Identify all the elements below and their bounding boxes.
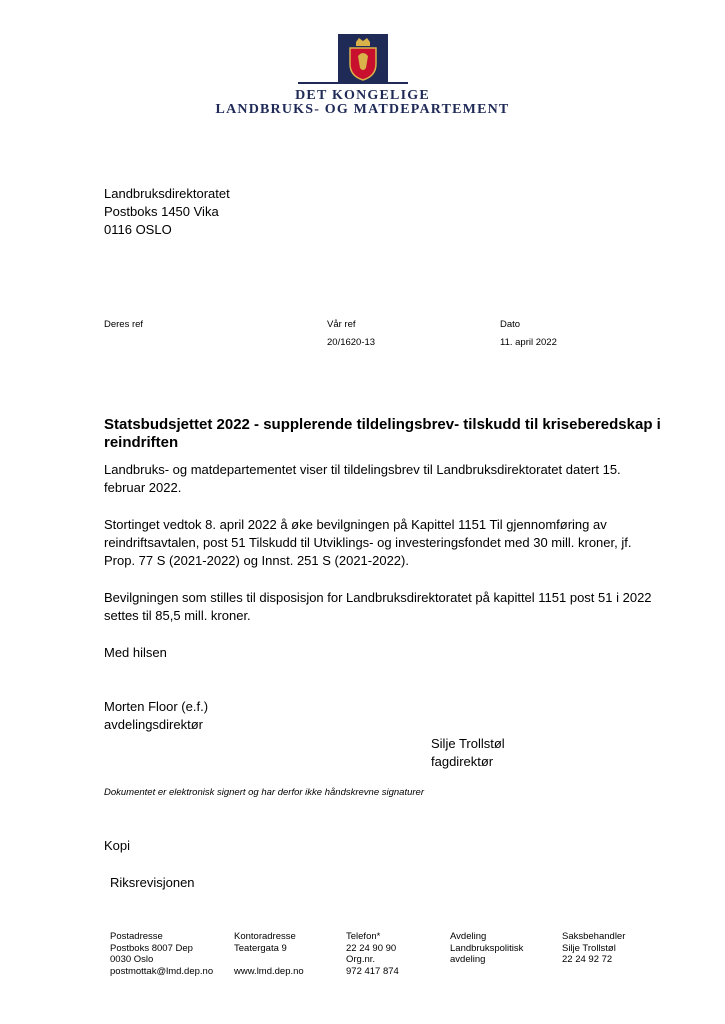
greeting: Med hilsen <box>104 645 167 660</box>
footer-postal-city: 0030 Oslo <box>110 954 154 965</box>
footer-orgnr-label: Org.nr. <box>346 954 376 965</box>
footer-department-line1: Landbrukspolitisk <box>450 942 524 954</box>
org-name-line1: DET KONGELIGE <box>295 88 430 103</box>
signer2-title: fagdirektør <box>431 754 494 769</box>
recipient-address <box>104 185 230 239</box>
signature-note: Dokumentet er elektronisk signert og har derfor ikke håndskrevne signaturer <box>104 787 424 798</box>
footer-phone <box>346 931 399 977</box>
recipient-line2: Postboks 1450 Vika <box>104 204 219 219</box>
paragraph-1: Landbruks- og matdepartementet viser til tildelingsbrev til Landbruksdirektoratet datert 15. februar 2022. <box>104 462 621 495</box>
footer-phone-number: 22 24 90 90 <box>346 942 397 954</box>
signer1-title: avdelingsdirektør <box>104 717 203 732</box>
org-name-line2: LANDBRUKS- OG MATDEPARTEMENT <box>215 102 510 117</box>
footer-postal <box>110 931 213 977</box>
recipient-line3: 0116 OSLO <box>104 222 172 237</box>
footer-officer-phone: 22 24 92 72 <box>562 954 613 965</box>
paragraph-3: Bevilgningen som stilles til disposisjon for Landbruksdirektoratet på kapittel 1151 post 51 i 2022 settes til 85,5 mill. kroner. <box>104 590 652 623</box>
footer-email-link[interactable]: postmottak@lmd.dep.no <box>110 965 214 977</box>
footer-office-blank <box>234 954 304 966</box>
recipient-line1: Landbruksdirektoratet <box>104 186 230 201</box>
footer-officer <box>562 931 625 966</box>
footer-website-link[interactable]: www.lmd.dep.no <box>234 965 304 977</box>
letter-title: Statsbudsjettet 2022 - supplerende tildelingsbrev- tilskudd til kriseberedskap i reindriften <box>104 416 661 451</box>
footer-department-label: Avdeling <box>450 931 487 942</box>
footer-department <box>450 931 523 966</box>
logo-divider <box>298 82 408 84</box>
copy-label: Kopi <box>104 838 131 853</box>
footer-office-street: Teatergata 9 <box>234 942 287 954</box>
var-ref-value: 20/1620-13 <box>327 337 376 348</box>
signer1-name: Morten Floor (e.f.) <box>104 699 209 714</box>
footer-officer-label: Saksbehandler <box>562 931 626 942</box>
paragraph-2: Stortinget vedtok 8. april 2022 å øke bevilgningen på Kapittel 1151 Til gjennomføring av reindriftsavtalen, post 51 Tilskudd til Utviklings- og investeringsfondet med 30 mill. kroner, jf. Prop. 77 S (2021-2022) og Innst. 251 S (2021-2022). <box>104 517 632 568</box>
footer-postal-label: Postadresse <box>110 931 163 942</box>
deres-ref-label: Deres ref <box>104 319 144 330</box>
coat-of-arms-icon <box>338 34 388 84</box>
signer2-name: Silje Trollstøl <box>431 736 505 751</box>
footer-office-label: Kontoradresse <box>234 931 296 942</box>
var-ref-label: Vår ref <box>327 319 356 330</box>
dato-label: Dato <box>500 319 521 330</box>
footer-department-line2: avdeling <box>450 954 486 965</box>
copy-recipient: Riksrevisjonen <box>110 875 195 890</box>
footer-phone-label: Telefon* <box>346 931 381 942</box>
footer-office <box>234 931 304 977</box>
footer-officer-name: Silje Trollstøl <box>562 942 616 954</box>
dato-value: 11. april 2022 <box>500 337 557 348</box>
footer-postal-box: Postboks 8007 Dep <box>110 942 193 954</box>
footer-orgnr-value: 972 417 874 <box>346 965 399 977</box>
